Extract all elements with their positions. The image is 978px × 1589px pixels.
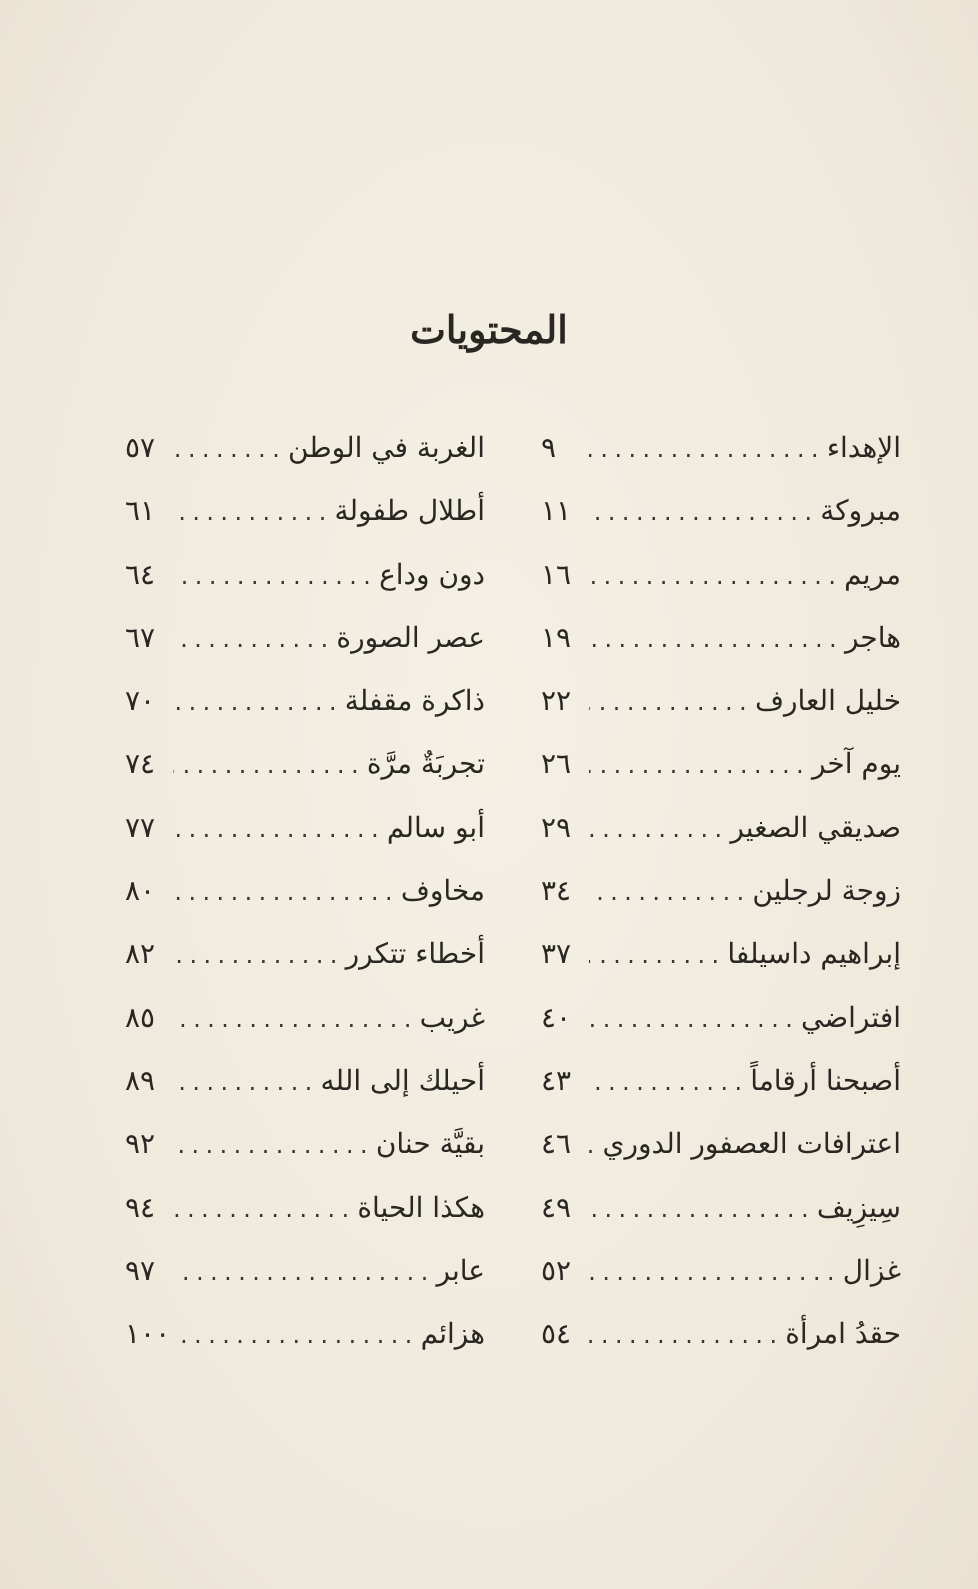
toc-entry-page-number: ٥٤	[541, 1317, 572, 1351]
toc-entry	[125, 1119, 485, 1182]
toc-entry	[541, 423, 901, 486]
dot-leader	[173, 995, 416, 1045]
toc-entry-title: أصبحنا أرقاماً	[750, 1063, 901, 1097]
toc-entry-page-number: ٤٠	[541, 1000, 572, 1034]
dot-leader	[589, 1311, 781, 1361]
toc-entry	[125, 613, 485, 676]
toc-entry-page-number: ٩٤	[125, 1190, 156, 1224]
toc-entry	[125, 676, 485, 739]
toc-entry-title: صديقي الصغير	[730, 810, 901, 844]
toc-entry-page-number: ٦٤	[125, 557, 156, 591]
toc-entry-title: زوجة لرجلين	[752, 874, 901, 908]
toc-entry-title: هاجر	[844, 620, 901, 654]
dot-leader	[173, 931, 342, 981]
dot-leader	[589, 552, 840, 602]
toc-entry	[125, 1309, 485, 1372]
toc-entry-page-number: ٤٩	[541, 1190, 572, 1224]
toc-entry-title: اعترافات العصفور الدوري	[602, 1127, 901, 1161]
toc-entry-page-number: ٧٤	[125, 747, 156, 781]
toc-entry-page-number: ١٠٠	[125, 1317, 171, 1351]
toc-entry-title: سِيزِيف	[816, 1190, 901, 1224]
dot-leader	[589, 1248, 839, 1298]
dot-leader	[589, 741, 808, 791]
toc-entry-page-number: ٩	[541, 431, 557, 464]
toc-entry-page-number: ٦١	[125, 494, 156, 528]
toc-entry-page-number: ٨٩	[125, 1063, 156, 1097]
toc-entry-page-number: ٩٧	[125, 1253, 156, 1287]
toc-entry	[541, 486, 901, 549]
toc-entry-title: الإهداء	[826, 431, 901, 464]
toc-entry	[541, 676, 901, 739]
toc-entry	[541, 1119, 901, 1182]
dot-leader	[589, 488, 816, 538]
dot-leader	[173, 741, 363, 791]
dot-leader	[589, 931, 723, 981]
toc-entry	[541, 550, 901, 613]
toc-entry-title: خليل العارف	[754, 684, 901, 718]
page-title: المحتويات	[410, 307, 568, 352]
dot-leader	[589, 1185, 813, 1235]
dot-leader	[589, 1121, 599, 1171]
toc-entry	[125, 550, 485, 613]
dot-leader	[173, 868, 397, 918]
toc-entry	[541, 1246, 901, 1309]
toc-entry	[541, 1056, 901, 1119]
toc-entry-page-number: ١٩	[541, 620, 572, 654]
dot-leader	[589, 615, 841, 665]
toc-entry-title: غزال	[842, 1253, 901, 1287]
toc-entry-page-number: ١٦	[541, 557, 572, 591]
dot-leader	[589, 425, 823, 475]
dot-leader	[173, 678, 341, 728]
toc-entry	[125, 1056, 485, 1119]
toc-entry-title: أطلال طفولة	[334, 494, 485, 528]
toc-entry	[541, 739, 901, 802]
dot-leader	[589, 995, 797, 1045]
toc-entry-title: مخاوف	[400, 874, 485, 908]
toc-entry-title: إبراهيم داسيلفا	[727, 937, 901, 971]
toc-entry-title: مبروكة	[820, 494, 901, 528]
toc-column-right	[541, 423, 901, 1372]
dot-leader	[173, 552, 375, 602]
toc-entry	[125, 993, 485, 1056]
toc-entry-title: بقيَّة حنان	[375, 1127, 485, 1161]
toc-entry	[125, 1246, 485, 1309]
toc-entry-title: أبو سالم	[386, 810, 485, 844]
toc-entry	[541, 1183, 901, 1246]
toc-entry-title: تجربَةٌ مرَّة	[366, 747, 485, 781]
dot-leader	[173, 1248, 433, 1298]
toc-entry	[125, 739, 485, 802]
toc-entry	[541, 866, 901, 929]
toc-entry-page-number: ٤٦	[541, 1127, 572, 1161]
dot-leader	[173, 1058, 317, 1108]
toc-entry-page-number: ٨٠	[125, 874, 156, 908]
toc-entry-title: غريب	[419, 1000, 485, 1034]
toc-entry	[541, 993, 901, 1056]
toc-entry-page-number: ٨٥	[125, 1000, 156, 1034]
toc-column-left	[125, 423, 485, 1372]
dot-leader	[589, 868, 748, 918]
toc-entry-title: عصر الصورة	[336, 620, 485, 654]
toc-entry-title: دون وداع	[379, 557, 485, 591]
dot-leader	[174, 1311, 416, 1361]
toc-entry-page-number: ٥٢	[541, 1253, 572, 1287]
toc-entry-title: يوم آخر	[811, 747, 901, 781]
dot-leader	[173, 1121, 372, 1171]
dot-leader	[173, 615, 332, 665]
toc-entry	[125, 929, 485, 992]
toc-entry	[125, 803, 485, 866]
toc-entry	[125, 423, 485, 486]
toc-entry-page-number: ٥٧	[125, 431, 156, 464]
dot-leader	[589, 805, 726, 855]
toc-entry-page-number: ٢٦	[541, 747, 572, 781]
toc-entry-page-number: ٩٢	[125, 1127, 156, 1161]
toc-entry-title: عابر	[436, 1253, 485, 1287]
dot-leader	[589, 678, 751, 728]
toc-entry	[125, 866, 485, 929]
toc-entry-page-number: ٣٤	[541, 874, 572, 908]
toc-entry-title: مريم	[844, 557, 901, 591]
toc-entry	[125, 1183, 485, 1246]
toc-entry-page-number: ٤٣	[541, 1063, 572, 1097]
toc-entry-page-number: ٧٠	[125, 684, 156, 718]
toc-entry-page-number: ٨٢	[125, 937, 156, 971]
dot-leader	[173, 425, 284, 475]
dot-leader	[173, 1185, 353, 1235]
toc-entry	[541, 929, 901, 992]
toc-entry-page-number: ٦٧	[125, 620, 156, 654]
toc-entry-page-number: ٧٧	[125, 810, 156, 844]
dot-leader	[173, 805, 383, 855]
toc-entry	[125, 486, 485, 549]
toc-entry-title: افتراضي	[801, 1000, 901, 1034]
toc-entry-page-number: ٢٩	[541, 810, 572, 844]
toc-entry	[541, 1309, 901, 1372]
toc-entry	[541, 613, 901, 676]
dot-leader	[589, 1058, 746, 1108]
toc-entry-page-number: ١١	[541, 494, 572, 528]
dot-leader	[173, 488, 331, 538]
toc-entry-title: أخطاء تتكرر	[345, 937, 485, 971]
toc-entry-title: الغربة في الوطن	[288, 431, 485, 464]
toc-entry	[541, 803, 901, 866]
toc-entry-page-number: ٢٢	[541, 684, 572, 718]
toc-entry-title: هزائم	[420, 1317, 485, 1351]
toc-entry-title: هكذا الحياة	[357, 1190, 485, 1224]
toc-entry-title: حقدُ امرأة	[785, 1317, 901, 1351]
toc-entry-page-number: ٣٧	[541, 937, 572, 971]
toc-entry-title: أحيلك إلى الله	[320, 1063, 485, 1097]
toc-entry-title: ذاكرة مقفلة	[344, 684, 485, 718]
